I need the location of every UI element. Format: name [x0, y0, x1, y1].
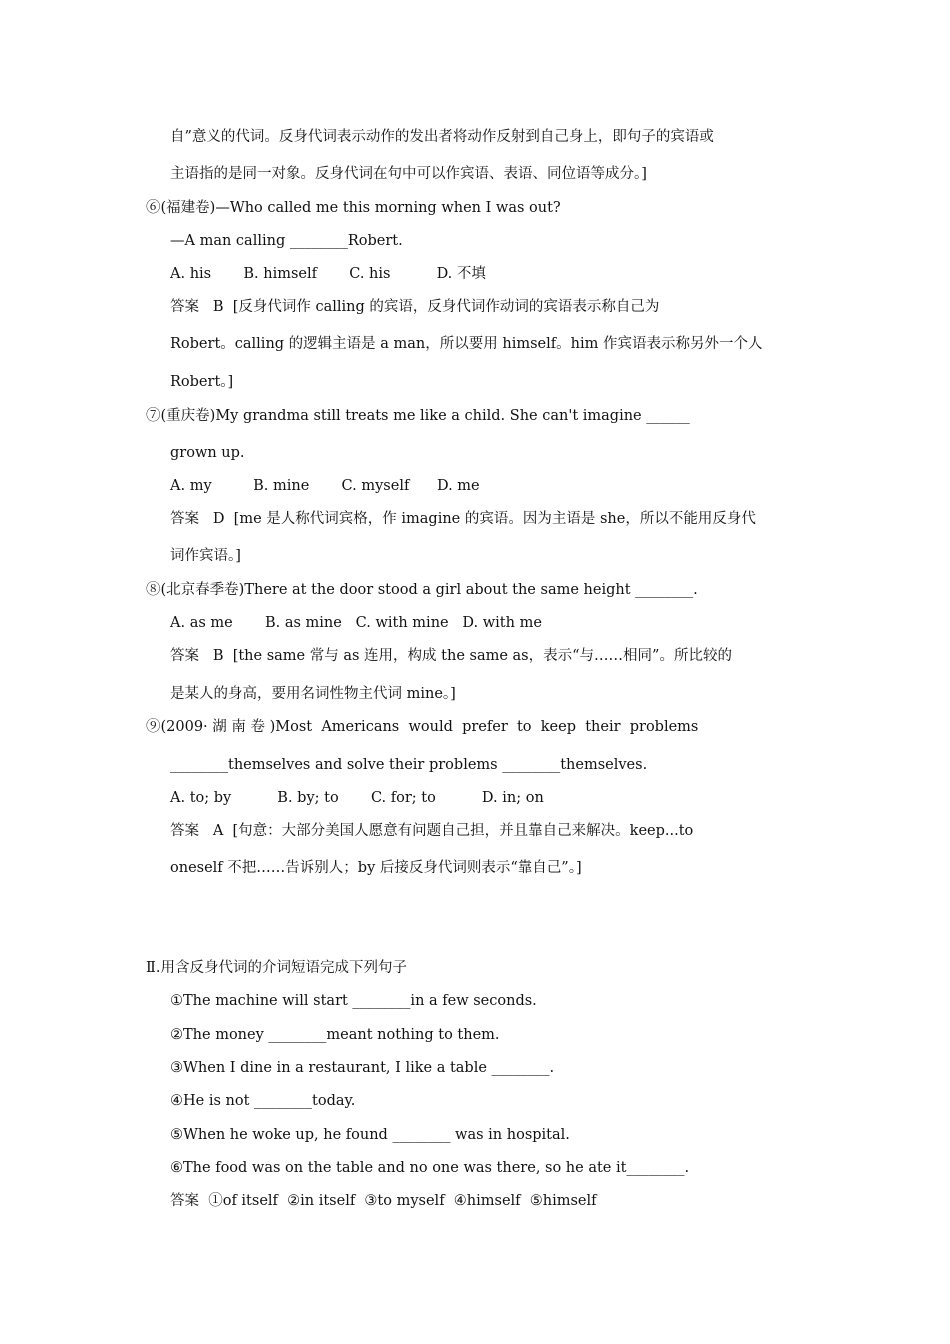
question-6-options: A. his B. himself C. his D. 不填 [170, 266, 486, 282]
question-6-stem: ⑥(福建卷)—Who called me this morning when I was out? [146, 200, 561, 216]
exercise-sentence: ②The money ________meant nothing to them. [170, 1027, 500, 1043]
question-7-answer: 词作宾语。] [170, 548, 241, 564]
question-8-options: A. as me B. as mine C. with mine D. with me [170, 615, 542, 631]
question-8-answer: 答案 B [the same 常与 as 连用，构成 the same as，表示“与……相同”。所比较的 [170, 648, 732, 664]
exercise-sentence: ③When I dine in a restaurant, I like a table ________. [170, 1060, 555, 1076]
question-9-answer: 答案 A [句意：大部分美国人愿意有问题自己担，并且靠自己来解决。keep...to [170, 823, 694, 839]
question-9-stem: ⑨(2009· 湖 南 卷 )Most Americans would prefer to keep their problems [146, 719, 699, 735]
question-9-options: A. to; by B. by; to C. for; to D. in; on [170, 790, 544, 806]
question-6-answer: Robert。calling 的逻辑主语是 a man，所以要用 himself。him 作宾语表示称另外一个人 [170, 336, 763, 352]
question-6-answer: Robert。] [170, 374, 234, 390]
paragraph-line: 主语指的是同一对象。反身代词在句中可以作宾语、表语、同位语等成分。] [170, 166, 647, 182]
exercise-sentence: ⑤When he woke up, he found ________ was in hospital. [170, 1127, 570, 1143]
question-9-answer: oneself 不把……告诉别人；by 后接反身代词则表示“靠自己”。] [170, 860, 582, 876]
section-2-title: Ⅱ.用含反身代词的介词短语完成下列句子 [146, 960, 407, 976]
question-8-answer: 是某人的身高，要用名词性物主代词 mine。] [170, 686, 456, 702]
exercise-answer: 答案 ①of itself ②in itself ③to myself ④himself ⑤himself [170, 1193, 597, 1209]
question-9-line: ________themselves and solve their problems ________themselves. [170, 757, 648, 773]
question-7-line: grown up. [170, 445, 245, 461]
exercise-sentence: ①The machine will start ________in a few seconds. [170, 993, 537, 1009]
question-8-stem: ⑧(北京春季卷)There at the door stood a girl about the same height ________. [146, 582, 698, 598]
question-7-answer: 答案 D [me 是人称代词宾格，作 imagine 的宾语。因为主语是 she，所以不能用反身代 [170, 511, 756, 527]
paragraph-line: 自”意义的代词。反身代词表示动作的发出者将动作反射到自己身上，即句子的宾语或 [170, 129, 714, 145]
question-6-line: —A man calling ________Robert. [170, 233, 403, 249]
exercise-sentence: ④He is not ________today. [170, 1093, 356, 1109]
question-7-options: A. my B. mine C. myself D. me [170, 478, 480, 494]
exercise-sentence: ⑥The food was on the table and no one was there, so he ate it________. [170, 1160, 690, 1176]
question-6-answer: 答案 B [反身代词作 calling 的宾语，反身代词作动词的宾语表示称自己为 [170, 299, 660, 315]
question-7-stem: ⑦(重庆卷)My grandma still treats me like a child. She can't imagine ______ [146, 408, 690, 424]
